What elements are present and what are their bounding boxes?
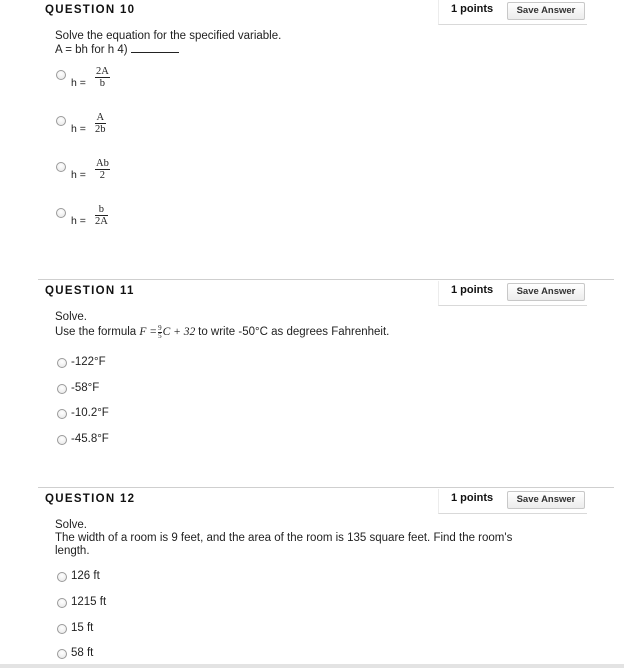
question-prompt-line2 (55, 325, 389, 340)
points-box (438, 0, 587, 25)
question-prompt-line2 (55, 43, 179, 57)
formula-right: C + 32 (162, 326, 196, 339)
formula-fraction-numerator: 9 (158, 324, 162, 332)
radio-option-1[interactable] (56, 70, 66, 80)
question-prompt-line2: The width of a room is 9 feet, and the area of the room is 135 square feet. Find the room's (55, 532, 513, 544)
fraction-numerator: 2A (96, 66, 109, 77)
answer-option-2 (71, 112, 121, 142)
fraction (95, 112, 106, 135)
option-label: 1215 ft (71, 596, 107, 608)
radio-option-2[interactable] (57, 598, 67, 608)
answer-option-1 (71, 66, 121, 96)
fraction-denominator: 2A (95, 216, 108, 227)
formula-fraction-denominator: 5 (158, 332, 162, 340)
radio-option-4[interactable] (56, 208, 66, 218)
formula-left: F = (139, 326, 158, 339)
save-answer-button[interactable]: Save Answer (507, 2, 585, 20)
option-label: -45.8°F (71, 433, 109, 445)
radio-option-3[interactable] (57, 409, 67, 419)
option-prefix: h = (71, 123, 86, 135)
radio-option-2[interactable] (56, 116, 66, 126)
radio-option-1[interactable] (57, 572, 67, 582)
fraction (95, 66, 110, 89)
formula-fraction (158, 325, 162, 340)
points-box (438, 281, 587, 306)
radio-option-4[interactable] (57, 649, 67, 659)
fraction (95, 204, 108, 227)
question-divider (38, 487, 614, 488)
fraction-denominator: 2 (99, 170, 106, 181)
answer-option-4 (71, 204, 121, 234)
prompt-text: A = bh for h 4) (55, 44, 128, 56)
question-title: QUESTION 11 (45, 285, 135, 297)
radio-option-4[interactable] (57, 435, 67, 445)
question-prompt: Solve. (55, 519, 87, 531)
fraction-numerator: b (95, 204, 108, 216)
horizontal-scrollbar[interactable] (0, 664, 624, 668)
formula (139, 326, 198, 338)
answer-blank (131, 43, 179, 53)
question-prompt-line3: length. (55, 545, 90, 557)
points-label: 1 points (451, 3, 494, 15)
fraction-denominator: b (99, 78, 106, 89)
option-label: 58 ft (71, 647, 94, 659)
fraction-numerator: Ab (96, 158, 109, 169)
question-prompt: Solve the equation for the specified variable. (55, 30, 282, 42)
radio-option-3[interactable] (56, 162, 66, 172)
save-answer-button[interactable]: Save Answer (507, 491, 585, 509)
points-box (438, 489, 587, 514)
question-title: QUESTION 12 (45, 493, 136, 505)
answer-option-3 (71, 158, 121, 188)
option-prefix: h = (71, 169, 86, 181)
option-prefix: h = (71, 77, 86, 89)
points-label: 1 points (451, 284, 494, 296)
option-label: -58°F (71, 382, 100, 394)
option-label: 126 ft (71, 570, 100, 582)
prompt-text: Use the formula (55, 326, 137, 339)
radio-option-3[interactable] (57, 624, 67, 634)
option-label: -122°F (71, 356, 106, 368)
option-label: 15 ft (71, 622, 94, 634)
points-label: 1 points (451, 492, 494, 504)
radio-option-1[interactable] (57, 358, 67, 368)
option-prefix: h = (71, 215, 86, 227)
fraction-denominator: 2b (95, 124, 106, 135)
fraction-numerator: A (96, 112, 105, 123)
save-answer-button[interactable]: Save Answer (507, 283, 585, 301)
question-prompt: Solve. (55, 311, 87, 323)
radio-option-2[interactable] (57, 384, 67, 394)
prompt-text: to write -50°C as degrees Fahrenheit. (198, 326, 390, 339)
question-divider (38, 279, 614, 280)
option-label: -10.2°F (71, 407, 109, 419)
question-title: QUESTION 10 (45, 4, 136, 16)
fraction (95, 158, 110, 181)
